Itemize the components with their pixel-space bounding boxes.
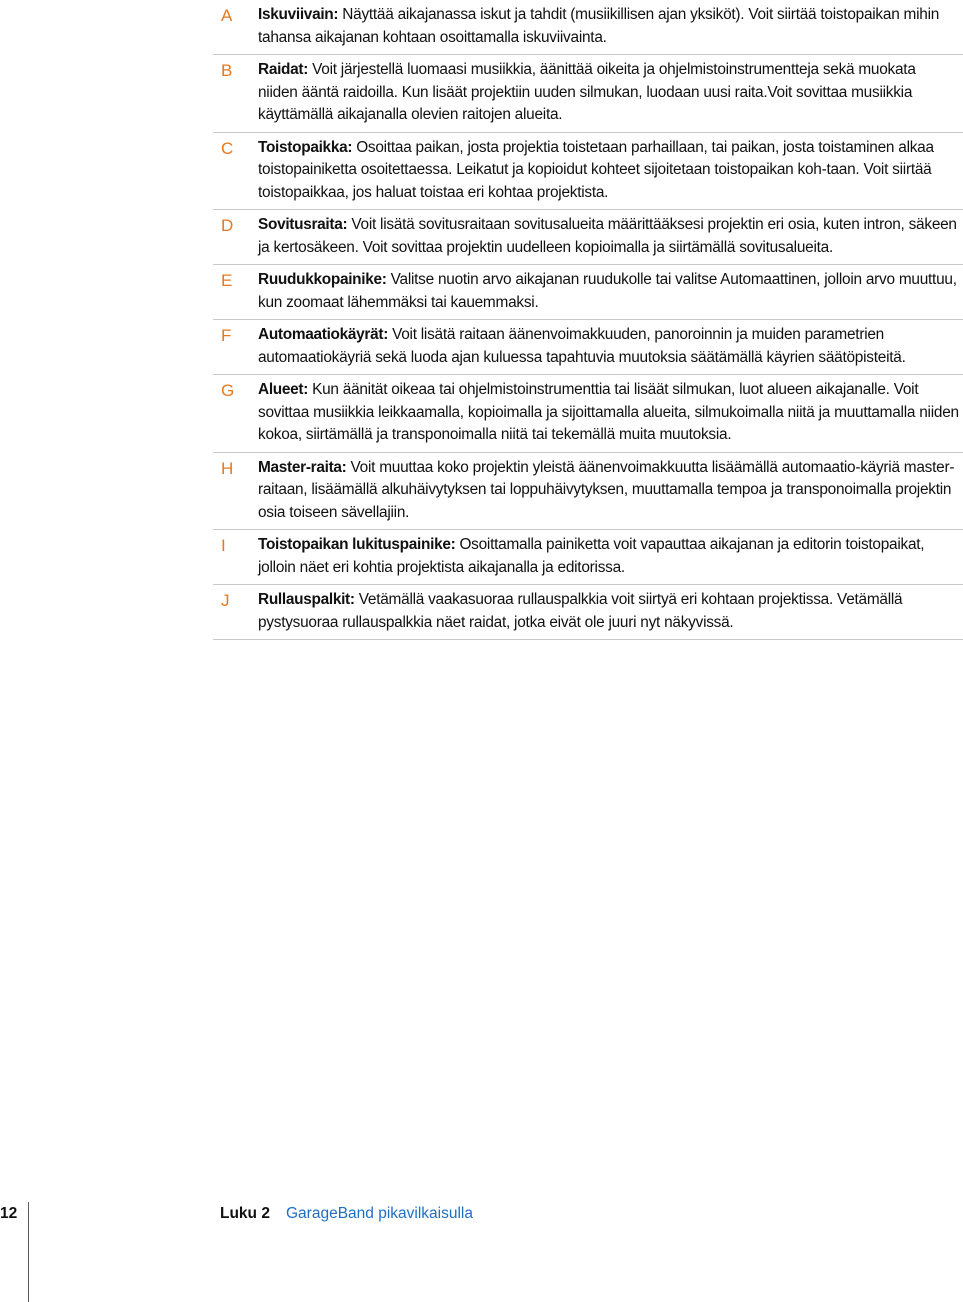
entry-description: Näyttää aikajanassa iskut ja tahdit (musiikillisen ajan yksiköt). Voit siirtää toistopaikan mihin tahansa aikajanan kohtaan osoittamalla iskuviivainta.	[258, 6, 940, 46]
definition-entry-d	[213, 210, 963, 265]
entry-letter: C	[221, 138, 234, 158]
entry-body	[258, 379, 963, 447]
entry-letter: A	[221, 6, 233, 25]
entry-term: Iskuviivain:	[258, 6, 339, 23]
entry-letter: J	[221, 591, 230, 610]
definition-entry-a	[213, 0, 963, 55]
definition-entry-j	[213, 585, 963, 640]
entry-body	[258, 534, 963, 579]
entry-body	[258, 59, 963, 127]
entry-term: Raidat:	[258, 61, 309, 78]
entry-description: Vetämällä vaakasuoraa rullauspalkkia voit siirtyä eri kohtaan projektissa. Vetämällä pystysuoraa rullauspalkkia näet raidat, jotka eivät ole juuri nyt näkyvissä.	[258, 591, 903, 631]
entry-body	[258, 137, 963, 205]
entry-description: Voit järjestellä luomaasi musiikkia, äänittää oikeita ja ohjelmistoinstrumentteja sekä muokata niiden ääntä raidoilla. Kun lisäät projektiin uuden silmukan, luodaan uusi raita.Voit sovittaa musiikkia käyttämällä aikajanalla olevien raitojen alueita.	[258, 61, 916, 123]
entry-term: Rullauspalkit:	[258, 591, 355, 608]
entry-letter: B	[221, 61, 233, 80]
entry-body	[258, 214, 963, 259]
entry-term: Ruudukkopainike:	[258, 271, 387, 288]
entry-description: Osoittamalla painiketta voit vapauttaa aikajanan ja editorin toistopaikat, jolloin näet eri kohtia projektista aikajanalla ja editorissa.	[258, 536, 925, 576]
entry-term: Toistopaikan lukituspainike:	[258, 536, 456, 553]
definition-list	[213, 0, 963, 640]
entry-body	[258, 4, 963, 49]
entry-term: Automaatiokäyrät:	[258, 326, 389, 343]
entry-term: Sovitusraita:	[258, 216, 348, 233]
entry-description: Voit muuttaa koko projektin yleistä äänenvoimakkuutta lisäämällä automaatio-käyriä master-raitaan, lisäämällä alkuhäivytyksen tai loppuhäivytyksen, muuttamalla tempoa ja transponoimalla projektin osia toiseen sävellajiin.	[258, 458, 955, 521]
definition-entry-f	[213, 320, 963, 375]
entry-term: Toistopaikka:	[258, 138, 353, 156]
definition-entry-e	[213, 265, 963, 320]
entry-letter: H	[221, 458, 234, 478]
entry-body	[258, 457, 963, 525]
entry-letter: E	[221, 271, 233, 290]
footer-divider	[28, 1202, 29, 1302]
definition-entry-h	[213, 453, 963, 531]
definition-entry-c	[213, 133, 963, 211]
entry-body	[258, 269, 963, 314]
definition-entry-b	[213, 55, 963, 133]
entry-term: Alueet:	[258, 381, 309, 398]
entry-letter: F	[221, 326, 232, 345]
page-number: 12	[0, 1205, 18, 1222]
entry-description: Osoittaa paikan, josta projektia toistetaan parhaillaan, tai paikan, josta toistaminen alkaa toistopainiketta osoitettaessa. Leikatut ja kopioidut kohteet sijoitetaan toistopaikan koh-taan. Voit siirtää toistopaikkaa, jos haluat toistaa eri kohtaa projektista.	[258, 138, 934, 201]
chapter-title-link[interactable]: GarageBand pikavilkaisulla	[286, 1205, 473, 1222]
chapter-label: Luku 2	[220, 1205, 270, 1222]
entry-letter: D	[221, 216, 234, 235]
entry-description: Valitse nuotin arvo aikajanan ruudukolle tai valitse Automaattinen, jolloin arvo muuttuu, kun zoomaat lähemmäksi tai kauemmaksi.	[258, 271, 957, 311]
entry-description: Voit lisätä sovitusraitaan sovitusalueita määrittääksesi projektin eri osia, kuten intron, säkeen ja kertosäkeen. Voit sovittaa projektin uudelleen kopioimalla ja siirtämällä sovitusalueita.	[258, 216, 957, 256]
entry-description: Kun äänität oikeaa tai ohjelmistoinstrumenttia tai lisäät silmukan, luot alueen aikajanalle. Voit sovittaa musiikkia leikkaamalla, kopioimalla ja sijoittamalla alueita, silmukoimalla niitä ja muuttamalla niiden kokoa, siirtämällä ja transponoimalla niitä tai tekemällä muita muutoksia.	[258, 381, 959, 443]
entry-description: Voit lisätä raitaan äänenvoimakkuuden, panoroinnin ja muiden parametrien automaatiokäyriä sekä luoda ajan kuluessa tapahtuvia muutoksia säätämällä käyrien säätöpisteitä.	[258, 326, 906, 366]
entry-term: Master-raita:	[258, 458, 347, 476]
entry-body	[258, 589, 963, 634]
entry-letter: G	[221, 381, 235, 400]
entry-body	[258, 324, 963, 369]
definition-entry-g	[213, 375, 963, 453]
entry-letter: I	[221, 536, 226, 555]
definition-entry-i	[213, 530, 963, 585]
